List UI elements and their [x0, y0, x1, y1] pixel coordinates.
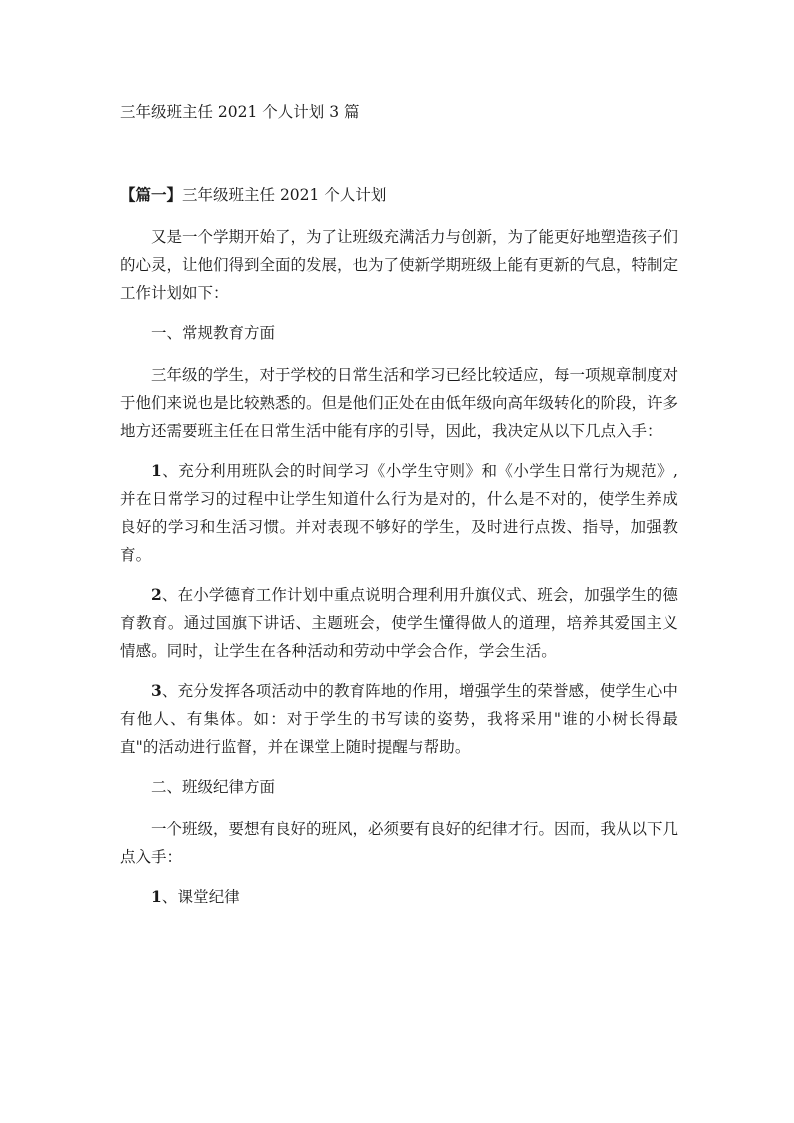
subheading-class-discipline: 二、班级纪律方面	[151, 778, 276, 796]
list-item-text: 、课堂纪律	[161, 888, 240, 906]
list-item-text: 、在小学德育工作计划中重点说明合理利用升旗仪式、班会，加强学生的德育教育。通过国旗下讲话、主题班会，使学生懂得做人的道理，培养其爱国主义情感。同时，让学生在各种活动和劳动中学会合作，学会生活。	[120, 586, 678, 660]
list-item-3	[120, 677, 678, 761]
list-item-number: 1	[151, 461, 162, 480]
section-title: 三年级班主任 2021 个人计划	[182, 186, 387, 204]
list-item-classroom-discipline	[120, 883, 678, 911]
list-item-2	[120, 581, 678, 665]
list-item-number: 1	[151, 887, 162, 906]
list-item-1	[120, 457, 678, 569]
subheading-routine-education: 一、常规教育方面	[151, 324, 276, 342]
list-item-text: 、充分发挥各项活动中的教育阵地的作用，增强学生的荣誉感，使学生心中有他人、有集体。如：对于学生的书写读的姿势，我将采用"谁的小树长得最直"的活动进行监督，并在课堂上随时提醒与帮助。	[120, 682, 678, 756]
routine-education-paragraph: 三年级的学生，对于学校的日常生活和学习已经比较适应，每一项规章制度对于他们来说也是比较熟悉的。但是他们正处在由低年级向高年级转化的阶段，许多地方还需要班主任在日常生活中能有序的引导，因此，我决定从以下几点入手：	[120, 366, 679, 440]
list-item-number: 2	[151, 585, 162, 604]
list-item-number: 3	[151, 681, 162, 700]
section-label: 【篇一】	[120, 185, 183, 204]
document-title: 三年级班主任 2021 个人计划 3 篇	[120, 103, 360, 121]
section-heading	[120, 183, 386, 207]
class-discipline-paragraph: 一个班级，要想有良好的班风，必须要有良好的纪律才行。因而，我从以下几点入手：	[120, 820, 679, 866]
document-body	[120, 223, 678, 923]
list-item-text: 、充分利用班队会的时间学习《小学生守则》和《小学生日常行为规范》,并在日常学习的过程中让学生知道什么行为是对的，什么是不对的，使学生养成良好的学习和生活习惯。并对表现不够好的学生，及时进行点拨、指导，加强教育。	[120, 462, 678, 564]
intro-paragraph: 又是一个学期开始了，为了让班级充满活力与创新，为了能更好地塑造孩子们的心灵，让他们得到全面的发展，也为了使新学期班级上能有更新的气息，特制定工作计划如下：	[120, 228, 679, 302]
